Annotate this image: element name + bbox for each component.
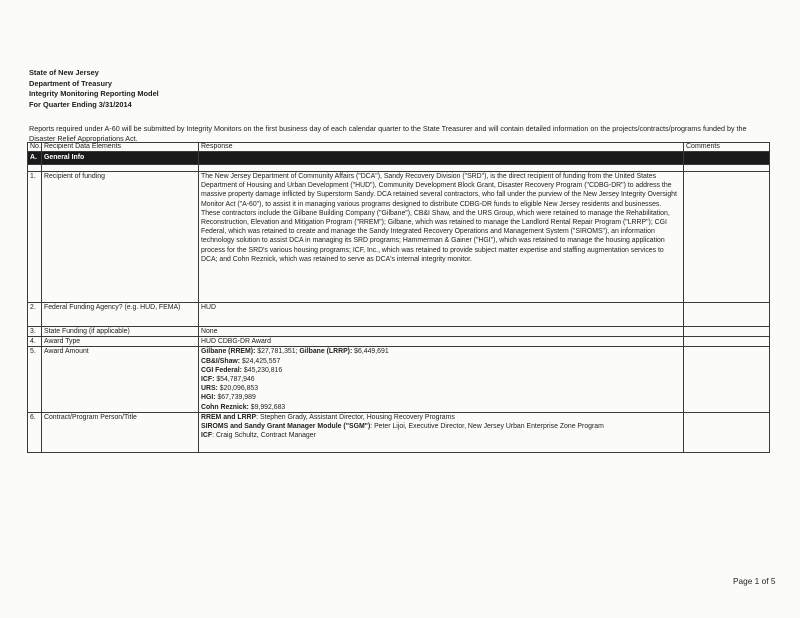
contact-line: RREM and LRRP: Stephen Grady, Assistant Director, Housing Recovery Programs <box>201 413 455 421</box>
row-response: None <box>199 327 684 337</box>
row-element: Recipient of funding <box>42 172 199 303</box>
row-number: 4. <box>28 337 42 347</box>
row-comments <box>684 347 770 412</box>
award-line: CB&I/Shaw: $24,425,557 <box>201 357 281 365</box>
row-comments <box>684 412 770 452</box>
contact-line: ICF: Craig Schultz, Contract Manager <box>201 432 316 440</box>
report-table <box>27 142 770 453</box>
spacer-row <box>28 165 770 172</box>
col-header-element: Recipient Data Elements <box>42 143 199 152</box>
row-response: The New Jersey Department of Community Affairs ("DCA"), Sandy Recovery Division ("SRD"), is the direct recipient of funding from the United States Department of Housing and Urban Development ("HUD"), Community Development Block Grant, Disaster Recovery Program ("CDBG-DR") to address the massive property damage inflicted by Superstorm Sandy. DCA retained several contractors, who fall under the purview of the New Jersey Integrity Oversight Monitor Act ("A-60"), to assist it in managing various programs designed to distribute CDBG-DR funds to eligible New Jersey residents and businesses. These contractors include the Gilbane Building Company ("Gilbane"), CB&I Shaw, and the URS Group, which were retained to manage the Rehabilitation, Reconstruction, Elevation and Mitigation Program ("RREM"); Gilbane, which was retained to manage the Landlord Rental Repair Program ("LRRP"); CGI Federal, which was retained to create and manage the Sandy Integrated Recovery Operations and Management System ("SIROMS"), an information technology solution to assist DCA in managing its SRD programs; Hammerman & Gainer ("HGI"), which was retained to manage the housing application process for the SRD's various housing programs; ICF, Inc., which was retained to provide subject matter expertise and staffing augmentation services to DCA; and Cohn Reznick, which was retained to serve as DCA's internal integrity monitor. <box>199 172 684 303</box>
header-state: State of New Jersey <box>29 68 99 77</box>
row-element: State Funding (if applicable) <box>42 327 199 337</box>
section-bar <box>199 152 684 165</box>
row-comments <box>684 327 770 337</box>
row-comments <box>684 172 770 303</box>
award-line: CGI Federal: $45,230,816 <box>201 366 283 374</box>
document-header <box>29 68 159 110</box>
table-header-row <box>28 143 770 152</box>
row-response: HUD CDBG-DR Award <box>199 337 684 347</box>
row-comments <box>684 337 770 347</box>
table-row-recipient <box>28 172 770 303</box>
row-comments <box>684 303 770 327</box>
header-quarter: For Quarter Ending 3/31/2014 <box>29 99 132 109</box>
section-letter: A. <box>28 152 42 165</box>
table-row-award-amount <box>28 347 770 412</box>
table-row-federal-agency <box>28 303 770 327</box>
header-department: Department of Treasury <box>29 78 112 88</box>
row-response <box>199 412 684 452</box>
row-element: Award Type <box>42 337 199 347</box>
row-response <box>199 347 684 412</box>
award-line: URS: $20,096,853 <box>201 385 259 393</box>
award-line: Cohn Reznick: $9,992,683 <box>201 403 286 411</box>
table-row-contract-person <box>28 412 770 452</box>
table-row-award-type <box>28 337 770 347</box>
intro-paragraph: Reports required under A-60 will be submitted by Integrity Monitors on the first business day of each calendar quarter to the State Treasurer and will contain detailed information on the projects/contracts/programs funded by the Disaster Relief Appropriations Act. <box>29 124 747 143</box>
row-element: Federal Funding Agency? (e.g. HUD, FEMA) <box>42 303 199 327</box>
award-line: ICF: $54,787,946 <box>201 376 255 384</box>
section-bar-end <box>684 152 770 165</box>
row-number: 3. <box>28 327 42 337</box>
row-response: HUD <box>199 303 684 327</box>
row-element: Contract/Program Person/Title <box>42 412 199 452</box>
contact-line: SIROMS and Sandy Grant Manager Module ("SGM"): Peter Lijoi, Executive Director, New Jersey Urban Enterprise Zone Program <box>201 423 604 431</box>
row-element: Award Amount <box>42 347 199 412</box>
section-row-general-info <box>28 152 770 165</box>
section-title: General Info <box>42 152 199 165</box>
award-line: HGI: $67,739,989 <box>201 394 256 402</box>
award-line: Gilbane (RREM): $27,781,351; Gilbane (LRRP): $6,449,691 <box>201 348 389 356</box>
row-number: 6. <box>28 412 42 452</box>
table-row-state-funding <box>28 327 770 337</box>
col-header-response: Response <box>199 143 684 152</box>
row-number: 1. <box>28 172 42 303</box>
page-number: Page 1 of 5 <box>733 576 776 586</box>
row-number: 2. <box>28 303 42 327</box>
col-header-no: No. <box>28 143 42 152</box>
col-header-comments: Comments <box>684 143 770 152</box>
row-number: 5. <box>28 347 42 412</box>
header-model: Integrity Monitoring Reporting Model <box>29 89 159 98</box>
